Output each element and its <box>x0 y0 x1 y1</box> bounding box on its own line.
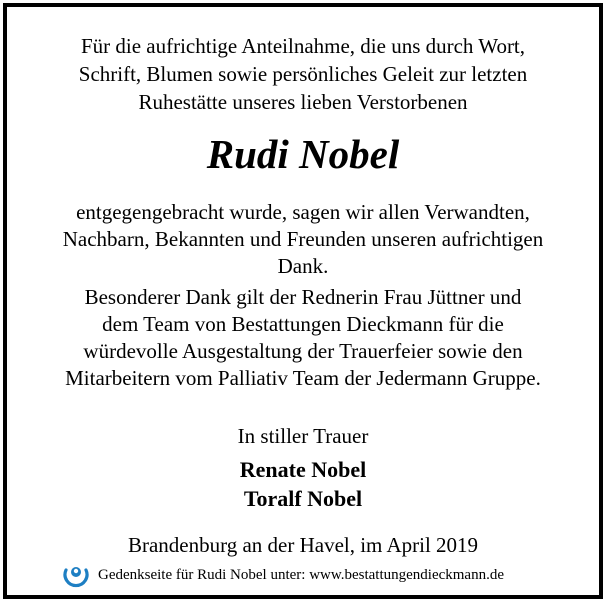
memorial-page-link[interactable]: Gedenkseite für Rudi Nobel unter: www.bestattungendieckmann.de <box>98 567 504 583</box>
thanks-line-2: Nachbarn, Bekannten und Freunden unseren aufrichtigen <box>62 227 544 251</box>
thanks-line-3: Dank. <box>277 254 329 278</box>
intro-line-2: Schrift, Blumen sowie persönliches Geleit zur letzten <box>78 62 528 86</box>
place-date: Brandenburg an der Havel, im April 2019 <box>127 533 479 557</box>
special-thanks-line-1: Besonderer Dank gilt der Rednerin Frau Jüttner und <box>84 285 522 309</box>
signer-name: Renate Nobel <box>239 457 367 482</box>
special-thanks-line-4: Mitarbeitern vom Palliativ Team der Jedermann Gruppe. <box>65 366 541 390</box>
memorial-page-footer <box>62 562 504 588</box>
memorial-logo-icon <box>62 561 90 589</box>
special-thanks-line-2: dem Team von Bestattungen Dieckmann für die <box>102 312 504 336</box>
special-thanks-line-3: würdevolle Ausgestaltung der Trauerfeier sowie den <box>83 339 523 363</box>
signer-name: Toralf Nobel <box>243 486 363 511</box>
intro-line-3: Ruhestätte unseres lieben Verstorbenen <box>138 90 468 114</box>
intro-line-1: Für die aufrichtige Anteilnahme, die uns durch Wort, <box>80 34 526 58</box>
thanks-line-1: entgegengebracht wurde, sagen wir allen Verwandten, <box>76 200 530 224</box>
deceased-name: Rudi Nobel <box>206 131 400 177</box>
mourning-label: In stiller Trauer <box>237 424 369 448</box>
